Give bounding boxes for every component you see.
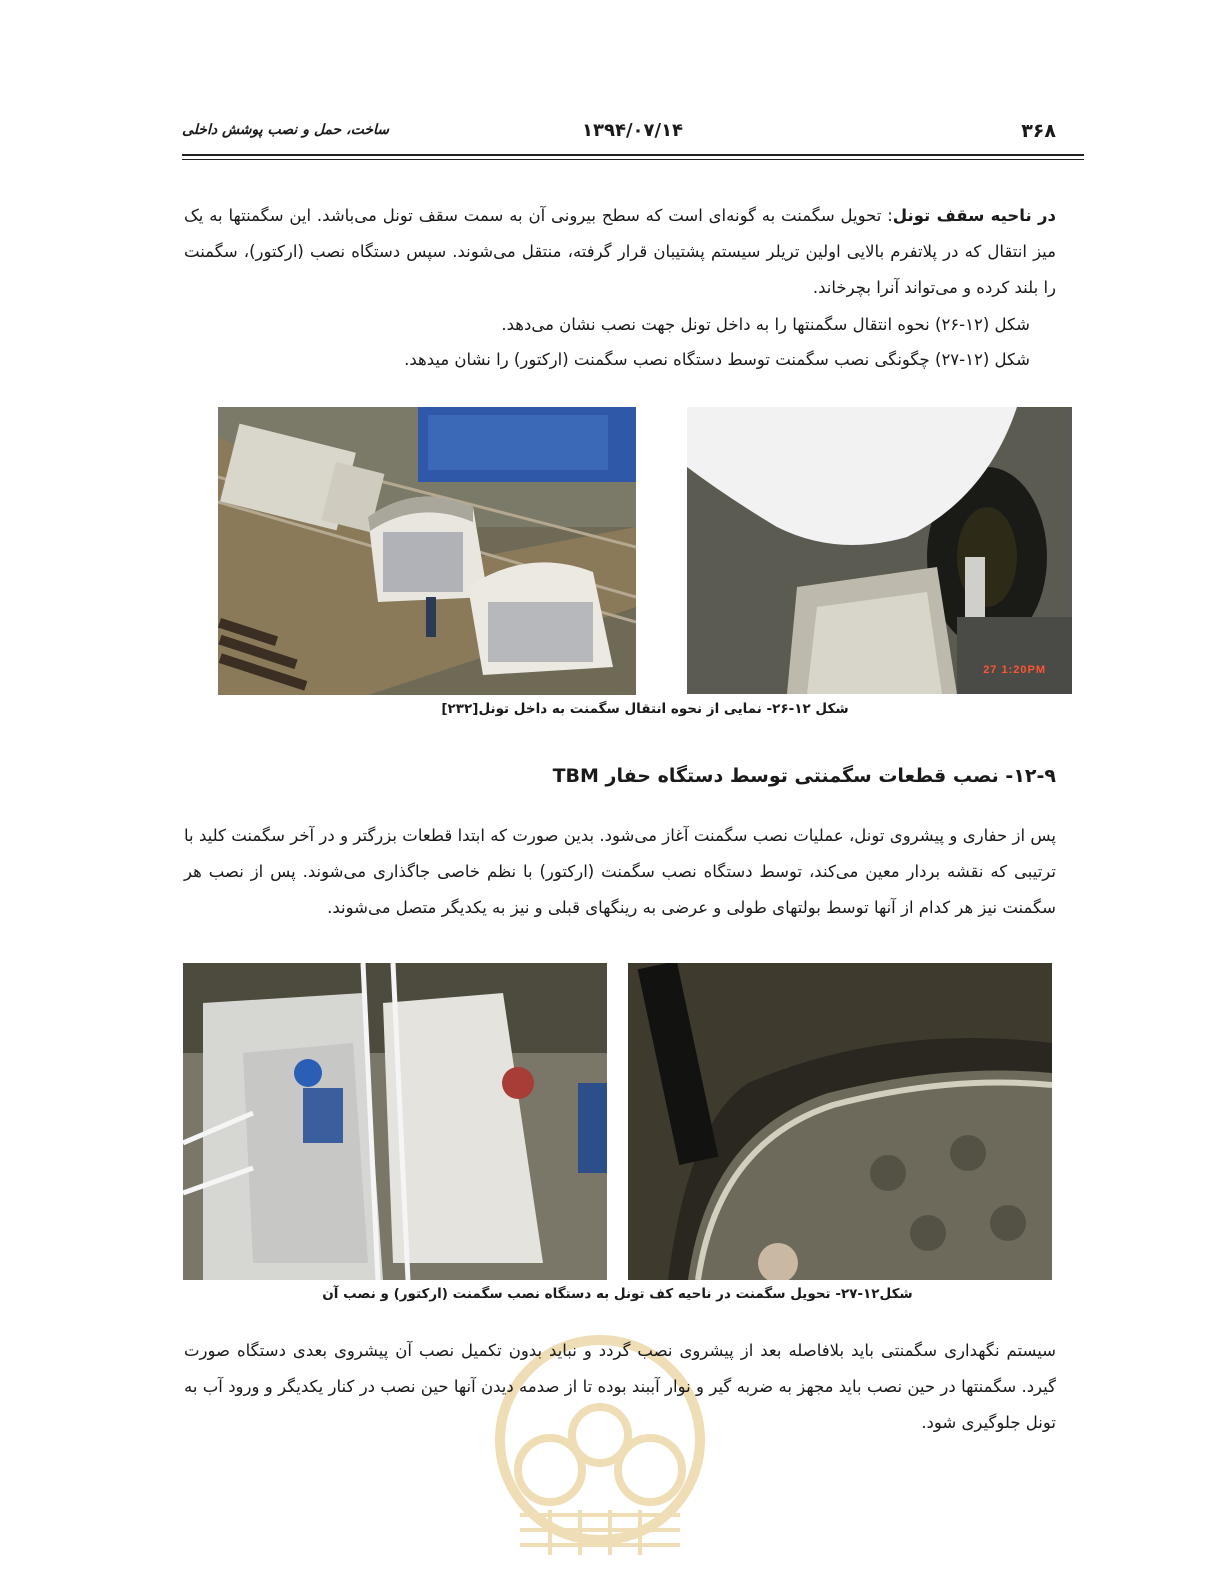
section-heading: ۱۲-۹- نصب قطعات سگمنتی توسط دستگاه حفار TBM — [552, 765, 1056, 787]
figure-caption-2: شکل۱۲-۲۷- تحویل سگمنت در ناحیه کف تونل به دستگاه نصب سگمنت (ارکتور) و نصب آن — [322, 1286, 913, 1302]
paragraph-segment-installation: پس از حفاری و پیشروی تونل، عملیات نصب سگمنت آغاز می‌شود. بدین صورت که ابتدا قطعات بزرگتر و در آخر سگمنت کلید با ترتیبی که نقشه بردار معین می‌کند، توسط دستگاه نصب سگمنت (ارکتور) با نظم خاصی جاگذاری می‌شوند. پس از نصب هر سگمنت نیز هر کدام از آنها توسط بولتهای طولی و عرضی به رینگهای قبلی و نیز به یکدیگر متصل می‌شوند. — [184, 826, 1056, 917]
photo-tunnel-interior — [687, 407, 1072, 694]
photo-segment-ring — [628, 963, 1052, 1280]
header-date: ۱۳۹۴/۰۷/۱۴ — [582, 120, 684, 141]
paragraph-segment-support: سیستم نگهداری سگمنتی باید بلافاصله بعد از پیشروی نصب گردد و نباید بدون تکمیل نصب آن پیشروی بعدی دستگاه صورت گیرد. سگمنتها در حین نصب باید مجهز به ضربه گیر و نوار آببند بوده تا از صدمه دیدن آنها حین نصب در کنار یکدیگر و ورود آب به تونل جلوگیری شود. — [184, 1341, 1056, 1432]
photo-erector-worker — [183, 963, 607, 1280]
header-rule — [182, 154, 1084, 156]
header-rule-thin — [182, 159, 1084, 160]
figure-caption-1: شکل ۱۲-۲۶- نمایی از نحوه انتقال سگمنت به داخل تونل[۲۳۲] — [441, 701, 849, 717]
photo-timestamp: 27 1:20PM — [983, 664, 1046, 676]
paragraph-lead: در ناحیه سقف تونل — [892, 206, 1056, 225]
chapter-title: ساخت، حمل و نصب پوشش داخلی — [182, 122, 389, 138]
figure-reference-2: شکل (۱۲-۲۷) چگونگی نصب سگمنت توسط دستگاه نصب سگمنت (ارکتور) را نشان میدهد. — [404, 350, 1030, 369]
page-header — [182, 120, 1084, 146]
page-number: ۳۶۸ — [1021, 120, 1056, 142]
paragraph-text: : تحویل سگمنت به گونه‌ای است که سطح بیرونی آن به سمت سقف تونل می‌باشد. این سگمنتها به یک میز انتقال که در پلاتفرم بالایی اولین تریلر سیستم پشتیبان قرار گرفته، منتقل می‌شوند. سپس دستگاه نصب (ارکتور)، سگمنت را بلند کرده و می‌تواند آنرا بچرخاند. — [184, 206, 1056, 297]
figure-reference-1: شکل (۱۲-۲۶) نحوه انتقال سگمنتها را به داخل تونل جهت نصب نشان می‌دهد. — [501, 315, 1030, 334]
paragraph-tunnel-roof — [184, 198, 1056, 306]
photo-segment-cars — [218, 407, 636, 695]
